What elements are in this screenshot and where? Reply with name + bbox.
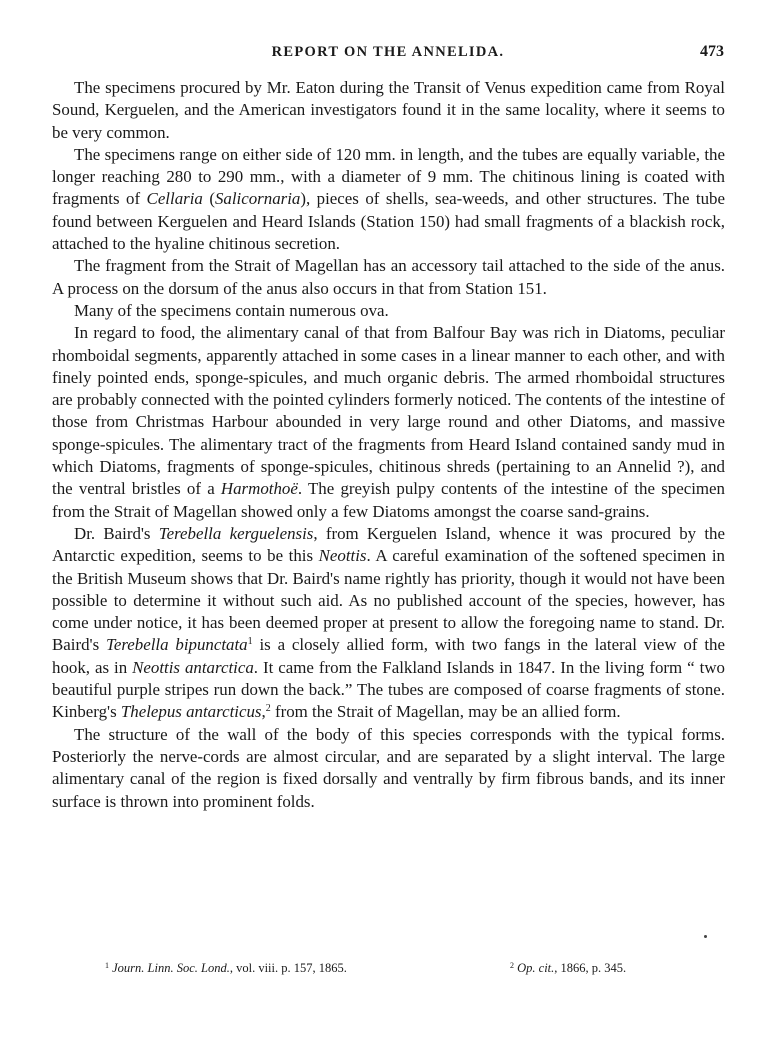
- paragraph: [52, 255, 725, 300]
- text-run: ,: [261, 702, 266, 722]
- footnote-2: [510, 961, 626, 976]
- text-run: The specimens range on either side of 120 mm. in length, and the tubes are equally variable, the longer reaching 280 to 290 mm., with a diameter of 9 mm. The chitinous lining is coated with fragments of: [52, 144, 725, 209]
- paragraph: [52, 300, 725, 322]
- italic-text: Op. cit.: [517, 961, 555, 975]
- text-run: . The greyish pulpy contents of the intestine of the specimen from the Strait of Magellan showed only a few Diatoms amongst the coarse sand-grains.: [52, 479, 725, 521]
- text-run: In regard to food, the alimentary canal of that from Balfour Bay was rich in Diatoms, peculiar rhomboidal segments, apparently attached in some cases in a linear manner to each other, and with finely pointed ends, sponge-spicules, and much organic debris. The armed rhomboidal structures are probably connected with the pointed cylinders formerly noticed. The contents of the intestine of those from Christmas Harbour abounded in very large round and other Diatoms, and massive sponge-spicules. The alimentary tract of the fragments from Heard Island contained sandy mud in which Diatoms, fragments of sponge-spicules, chitinous shreds (pertaining to an Annelid ?), and the ventral bristles of a: [52, 323, 725, 499]
- paragraph: [52, 144, 725, 255]
- text-run: Many of the specimens contain numerous ova.: [74, 300, 389, 320]
- paragraph: [52, 523, 725, 724]
- italic-text: Neottis: [318, 546, 367, 566]
- footnote-ref: 1: [247, 636, 253, 648]
- text-run: ), pieces of shells, sea-weeds, and other structures. The tube found between Kerguelen and Heard Islands (Station 150) had small fragments of a blackish rock, attached to the hyaline chitinous secretion.: [52, 189, 725, 254]
- italic-text: Cellaria: [146, 189, 203, 209]
- text-run: The structure of the wall of the body of this species corresponds with the typical forms. Posteriorly the nerve-cords are almost circular, and are separated by a slight interval. The large alimentary canal of the region is fixed dorsally and ventrally by firm fibrous bands, and its inner surface is thrown into prominent folds.: [52, 724, 725, 811]
- text-run: from the Strait of Magellan, may be an allied form.: [270, 702, 621, 722]
- footnote-marker: 2: [510, 961, 514, 970]
- body-text: [52, 77, 725, 813]
- page-number: 473: [700, 43, 724, 60]
- italic-text: Harmothoë: [220, 479, 298, 499]
- text-run: Dr. Baird's: [74, 523, 159, 543]
- italic-text: Salicornaria: [214, 189, 301, 209]
- text-run: The specimens procured by Mr. Eaton during the Transit of Venus expedition came from Royal Sound, Kerguelen, and the American investigators found it in the same locality, where it seems to be very common.: [52, 78, 725, 142]
- text-run: is a closely allied form, with two fangs in the lateral view of the hook, as in: [52, 635, 725, 677]
- italic-text: Neottis antarctica: [132, 657, 254, 677]
- italic-text: Terebella kerguelensis: [158, 523, 314, 543]
- text-run: , from Kerguelen Island, whence it was procured by the Antarctic expedition, seems to be this: [52, 523, 725, 566]
- paragraph: [52, 724, 725, 813]
- footnote-ref: 2: [265, 703, 271, 715]
- text-run: The fragment from the Strait of Magellan has an accessory tail attached to the side of the anus. A process on the dorsum of the anus also occurs in that from Station 151.: [52, 256, 725, 298]
- text-run: (: [202, 189, 215, 209]
- text-run: , vol. viii. p. 157, 1865.: [229, 961, 347, 975]
- stray-ink-mark: [704, 935, 707, 938]
- italic-text: Journ. Linn. Soc. Lond.: [112, 961, 230, 975]
- footnotes: [105, 961, 705, 979]
- running-header: [52, 44, 724, 66]
- paragraph: [52, 322, 725, 523]
- italic-text: Thelepus antarcticus: [120, 702, 262, 722]
- footnote-1: [105, 961, 347, 976]
- running-title: REPORT ON THE ANNELIDA.: [271, 44, 505, 60]
- italic-text: Terebella bipunctata: [105, 635, 248, 655]
- paragraph: [52, 77, 725, 144]
- text-run: . It came from the Falkland Islands in 1847. In the living form “ two beautiful purple stripes run down the back.” The tubes are composed of coarse fragments of stone. Kinberg's: [52, 657, 725, 722]
- text-run: . A careful examination of the softened specimen in the British Museum shows that Dr. Baird's name rightly has priority, though it would not have been possible to determine it without such aid. As no published account of the species, however, has come under notice, it has been deemed proper at present to allow the foregoing name to stand. Dr. Baird's: [52, 546, 725, 655]
- footnote-marker: 1: [105, 961, 109, 970]
- text-run: , 1866, p. 345.: [554, 961, 627, 975]
